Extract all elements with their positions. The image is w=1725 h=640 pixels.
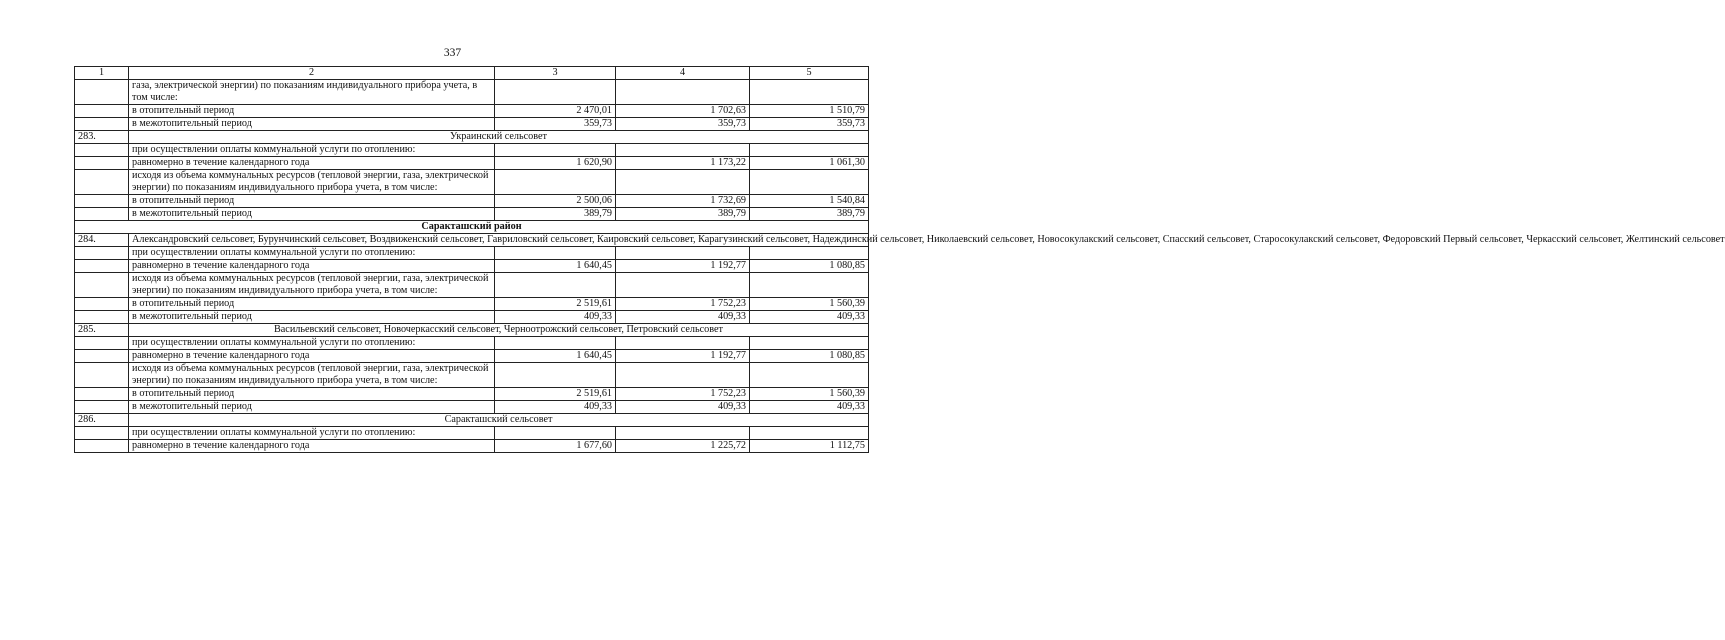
value-cell-col4: 1 752,23 (616, 388, 750, 401)
value-cell-col3: 1 677,60 (495, 440, 616, 453)
row-number (75, 363, 129, 388)
value-cell-col3: 409,33 (495, 401, 616, 414)
value-cell-col3: 2 519,61 (495, 388, 616, 401)
value-cell-col3: 2 500,06 (495, 195, 616, 208)
row-label: равномерно в течение календарного года (129, 157, 495, 170)
value-cell-col4: 1 173,22 (616, 157, 750, 170)
header-cell: 4 (616, 67, 750, 80)
value-cell (495, 144, 616, 157)
description-row (75, 170, 869, 195)
value-cell-col3: 389,79 (495, 208, 616, 221)
value-cell-col5: 1 510,79 (750, 105, 869, 118)
value-cell (495, 247, 616, 260)
value-cell-col5: 409,33 (750, 401, 869, 414)
value-cell (616, 247, 750, 260)
row-number: 283. (75, 131, 129, 144)
value-cell (750, 247, 869, 260)
value-cell-col5: 409,33 (750, 311, 869, 324)
value-cell-col5: 1 080,85 (750, 260, 869, 273)
value-row (75, 208, 869, 221)
row-label: в отопительный период (129, 195, 495, 208)
value-cell-col4: 359,73 (616, 118, 750, 131)
value-cell (616, 337, 750, 350)
value-cell-col5: 1 061,30 (750, 157, 869, 170)
section-title: Саракташский район (75, 221, 869, 234)
row-description: при осуществлении оплаты коммунальной услуги по отоплению: (129, 247, 495, 260)
description-row (75, 363, 869, 388)
region-name: Украинский сельсовет (129, 131, 869, 144)
value-row (75, 350, 869, 363)
row-number (75, 118, 129, 131)
row-description: при осуществлении оплаты коммунальной услуги по отоплению: (129, 427, 495, 440)
value-cell-col3: 1 640,45 (495, 260, 616, 273)
value-row (75, 440, 869, 453)
value-cell (750, 144, 869, 157)
row-label: в межотопительный период (129, 311, 495, 324)
value-cell (750, 273, 869, 298)
value-cell-col5: 1 080,85 (750, 350, 869, 363)
region-row (75, 234, 869, 247)
value-row (75, 311, 869, 324)
region-row (75, 131, 869, 144)
value-cell-col4: 1 192,77 (616, 260, 750, 273)
value-cell-col4: 1 702,63 (616, 105, 750, 118)
row-label: в межотопительный период (129, 208, 495, 221)
value-row (75, 388, 869, 401)
value-row (75, 105, 869, 118)
header-cell: 2 (129, 67, 495, 80)
row-number (75, 337, 129, 350)
value-cell-col3: 1 620,90 (495, 157, 616, 170)
region-name: Александровский сельсовет, Бурунчинский сельсовет, Воздвиженский сельсовет, Гавриловский сельсовет, Каировский сельсовет, Карагузинский сельсовет, Надеждинский сельсовет, Николаевский сельсовет, Новосокулакский сельсовет, Спасский сельсовет, Старосокулакский сельсовет, Федоровский Первый сельсовет, Черкасский сельсовет, Желтинский сельсовет (129, 234, 869, 247)
description-row (75, 337, 869, 350)
region-row (75, 324, 869, 337)
header-row (75, 67, 869, 80)
row-label: в отопительный период (129, 388, 495, 401)
row-number (75, 427, 129, 440)
value-cell-col3: 409,33 (495, 311, 616, 324)
value-cell-col4: 1 192,77 (616, 350, 750, 363)
value-cell (750, 427, 869, 440)
description-row (75, 273, 869, 298)
value-cell (495, 273, 616, 298)
value-cell-col3: 2 519,61 (495, 298, 616, 311)
row-label: в отопительный период (129, 105, 495, 118)
value-cell (495, 170, 616, 195)
value-cell (616, 273, 750, 298)
value-cell-col4: 389,79 (616, 208, 750, 221)
tariff-table-body (75, 67, 1725, 453)
row-number (75, 273, 129, 298)
description-row (75, 247, 869, 260)
row-label: в межотопительный период (129, 401, 495, 414)
value-cell (750, 363, 869, 388)
value-cell-col5: 359,73 (750, 118, 869, 131)
value-cell (616, 144, 750, 157)
value-cell-col4: 1 752,23 (616, 298, 750, 311)
row-number (75, 350, 129, 363)
row-description: при осуществлении оплаты коммунальной услуги по отоплению: (129, 337, 495, 350)
value-cell (616, 363, 750, 388)
value-cell (616, 80, 750, 105)
tariff-table (74, 66, 1725, 453)
value-cell (495, 363, 616, 388)
value-cell-col5: 1 560,39 (750, 388, 869, 401)
row-number (75, 170, 129, 195)
value-cell (750, 170, 869, 195)
value-cell-col5: 1 112,75 (750, 440, 869, 453)
value-cell-col4: 1 732,69 (616, 195, 750, 208)
value-row (75, 118, 869, 131)
value-cell-col5: 1 540,84 (750, 195, 869, 208)
value-row (75, 157, 869, 170)
value-cell-col5: 389,79 (750, 208, 869, 221)
value-cell (750, 337, 869, 350)
row-label: в межотопительный период (129, 118, 495, 131)
row-number (75, 195, 129, 208)
header-cell: 5 (750, 67, 869, 80)
page-number: 337 (443, 47, 462, 59)
region-name: Васильевский сельсовет, Новочеркасский сельсовет, Черноотрожский сельсовет, Петровский сельсовет (129, 324, 869, 337)
row-number (75, 105, 129, 118)
row-label: равномерно в течение календарного года (129, 260, 495, 273)
row-description: газа, электрической энергии) по показаниям индивидуального прибора учета, в том числе: (129, 80, 495, 105)
row-number: 284. (75, 234, 129, 247)
value-cell-col3: 2 470,01 (495, 105, 616, 118)
row-number (75, 311, 129, 324)
row-number (75, 260, 129, 273)
row-description: исходя из объема коммунальных ресурсов (тепловой энергии, газа, электрической энергии) по показаниям индивидуального прибора учета, в том числе: (129, 273, 495, 298)
value-cell-col4: 409,33 (616, 311, 750, 324)
row-label: в отопительный период (129, 298, 495, 311)
value-cell (750, 80, 869, 105)
row-number (75, 401, 129, 414)
region-name: Саракташский сельсовет (129, 414, 869, 427)
header-cell: 1 (75, 67, 129, 80)
value-cell-col3: 359,73 (495, 118, 616, 131)
value-row (75, 195, 869, 208)
description-row (75, 80, 869, 105)
row-label: равномерно в течение календарного года (129, 440, 495, 453)
row-number: 285. (75, 324, 129, 337)
row-number (75, 388, 129, 401)
value-row (75, 401, 869, 414)
value-cell-col3: 1 640,45 (495, 350, 616, 363)
header-cell: 3 (495, 67, 616, 80)
row-label: равномерно в течение календарного года (129, 350, 495, 363)
row-number (75, 440, 129, 453)
value-cell (616, 170, 750, 195)
row-description: при осуществлении оплаты коммунальной услуги по отоплению: (129, 144, 495, 157)
description-row (75, 427, 869, 440)
row-number (75, 247, 129, 260)
value-cell-col4: 409,33 (616, 401, 750, 414)
region-row (75, 414, 869, 427)
value-cell-col4: 1 225,72 (616, 440, 750, 453)
row-number (75, 298, 129, 311)
value-cell (495, 80, 616, 105)
value-row (75, 298, 869, 311)
row-number: 286. (75, 414, 129, 427)
value-cell (616, 427, 750, 440)
row-number (75, 208, 129, 221)
value-cell (495, 427, 616, 440)
value-cell (495, 337, 616, 350)
value-cell-col5: 1 560,39 (750, 298, 869, 311)
row-number (75, 80, 129, 105)
description-row (75, 144, 869, 157)
row-description: исходя из объема коммунальных ресурсов (тепловой энергии, газа, электрической энергии) по показаниям индивидуального прибора учета, в том числе: (129, 363, 495, 388)
value-row (75, 260, 869, 273)
row-description: исходя из объема коммунальных ресурсов (тепловой энергии, газа, электрической энергии) по показаниям индивидуального прибора учета, в том числе: (129, 170, 495, 195)
row-number (75, 157, 129, 170)
row-number (75, 144, 129, 157)
section-row (75, 221, 869, 234)
